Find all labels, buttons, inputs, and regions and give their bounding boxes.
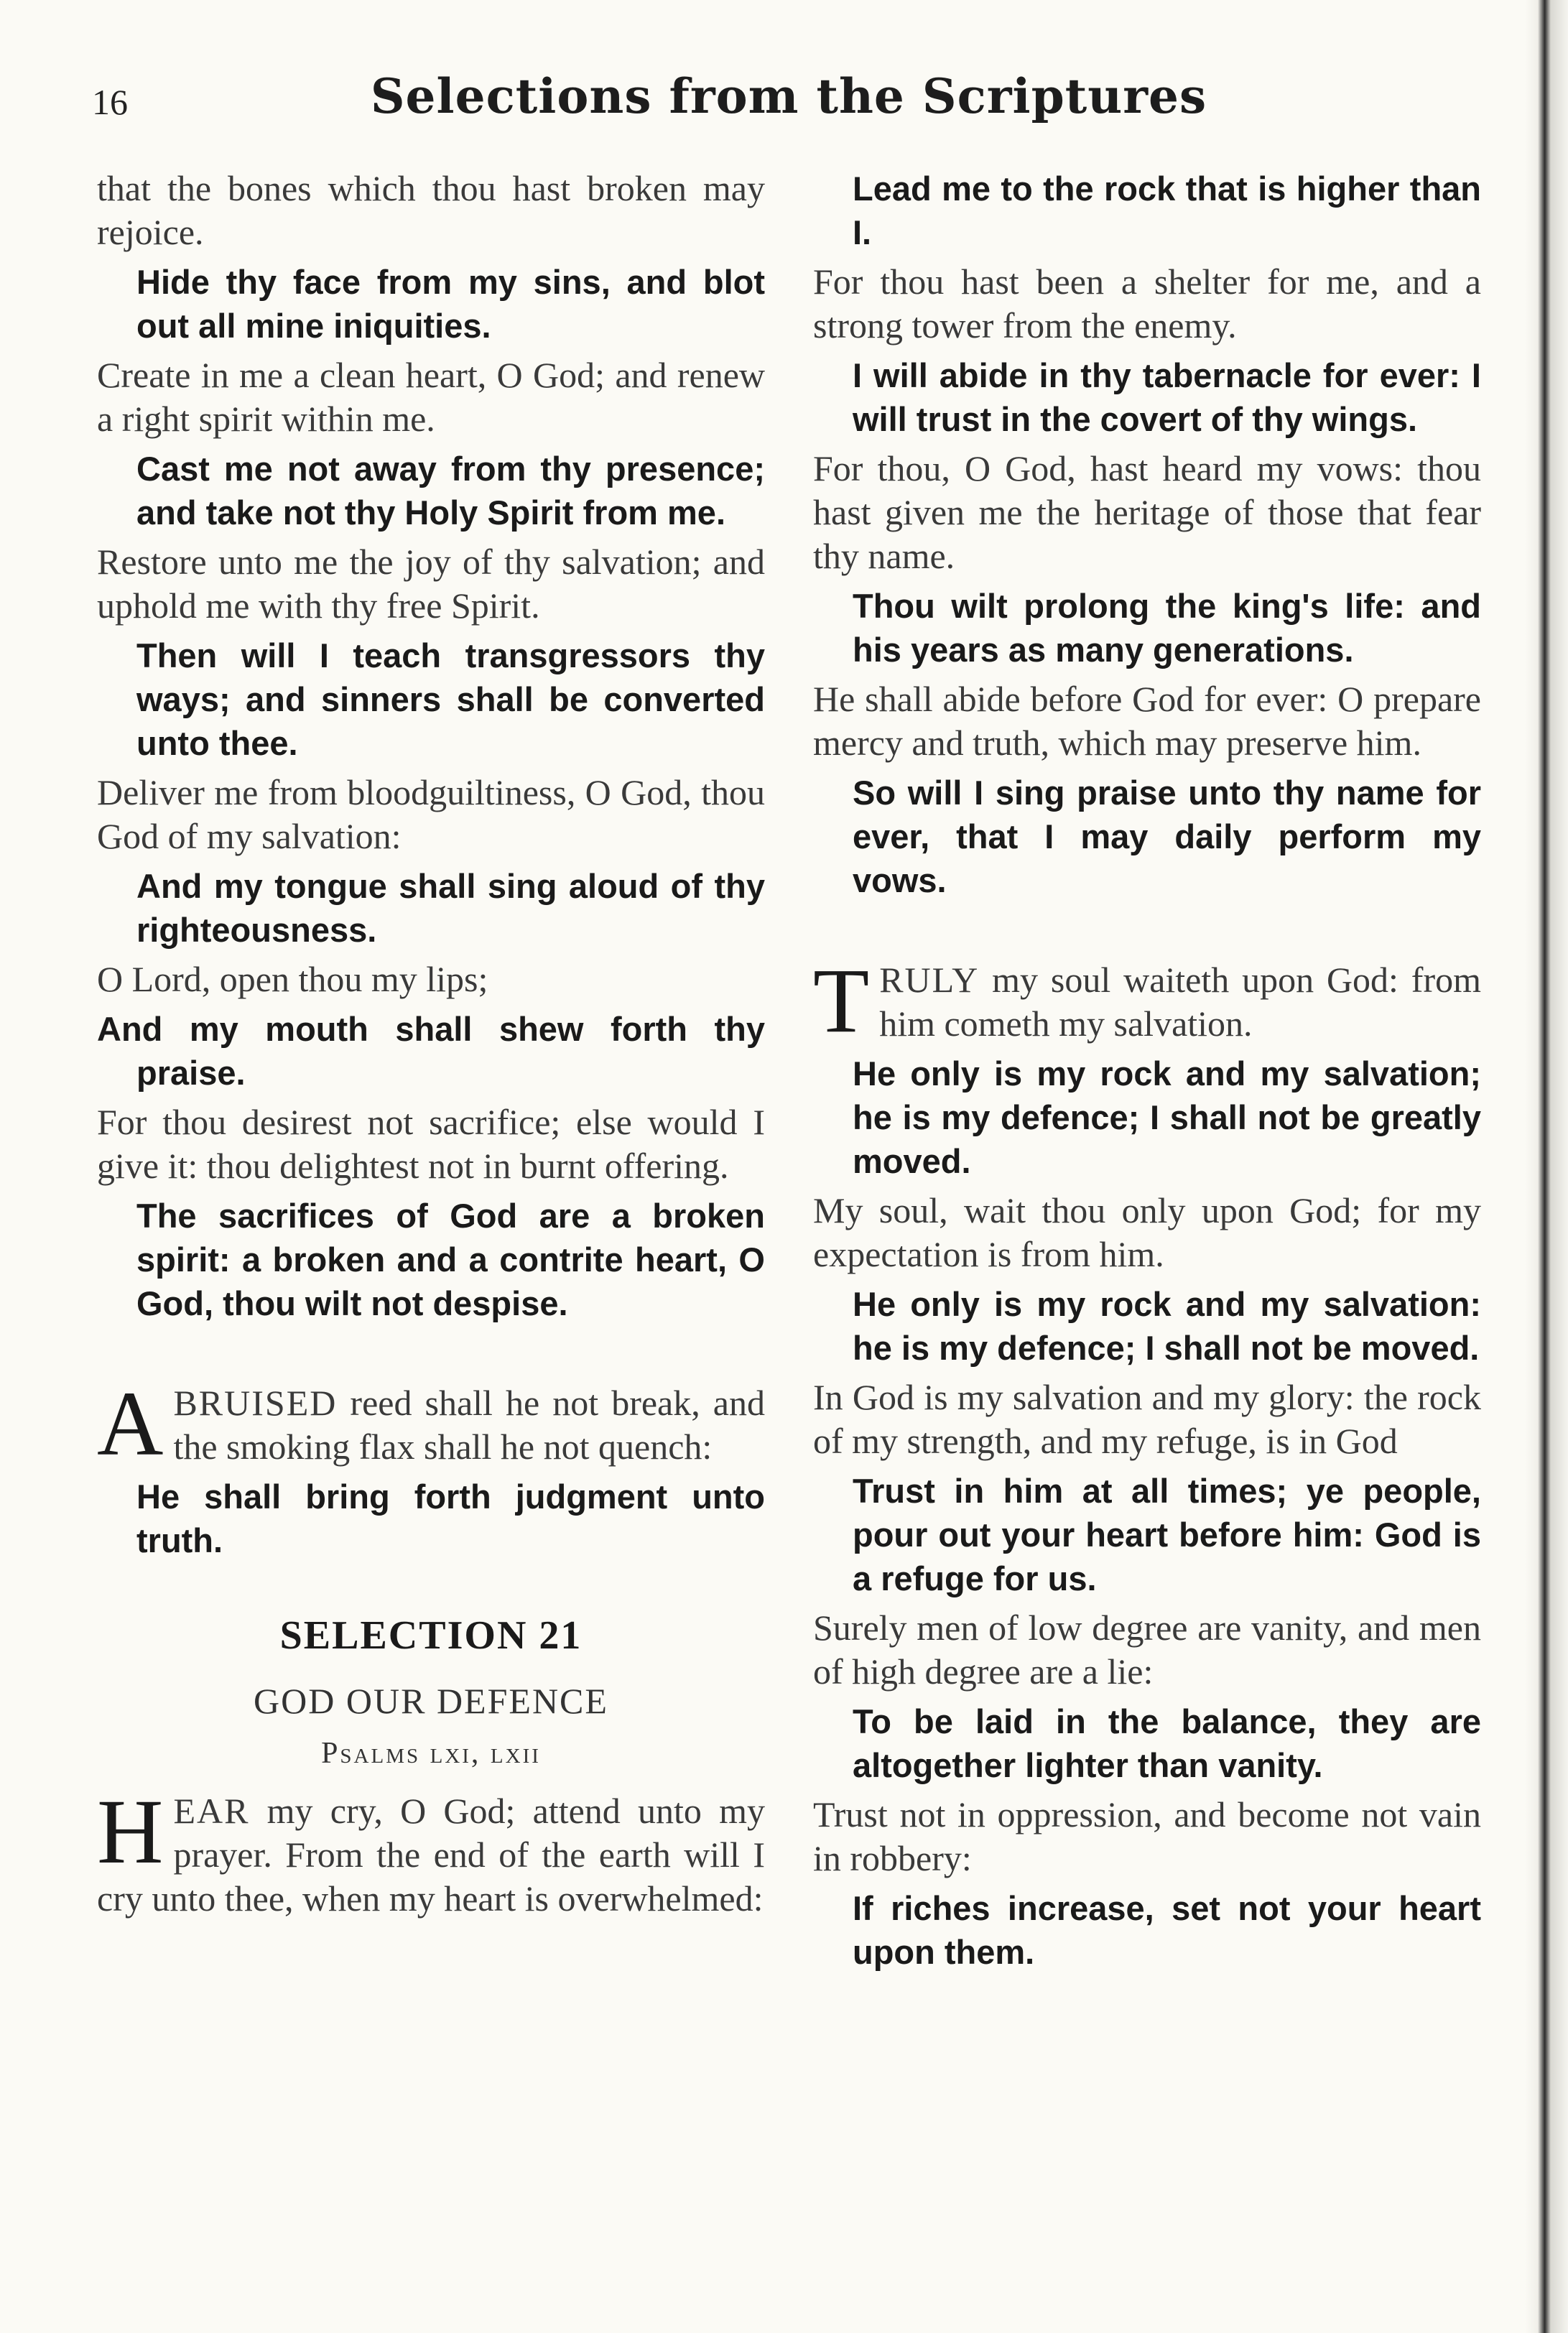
paragraph-text: my cry, O God; attend unto my prayer. From the end of the earth will I cry unto thee, when my heart is overwhelmed:: [97, 1791, 765, 1919]
drop-cap: T: [813, 950, 870, 1052]
response-verse: If riches increase, set not your heart upon them.: [853, 1889, 1481, 1971]
right-column: [813, 167, 1481, 1980]
dropcap-paragraph: [97, 1373, 765, 1475]
paragraph-text: my soul waiteth upon God: from him cometh my salvation.: [879, 960, 1481, 1044]
paragraph-gap: [813, 908, 1481, 958]
paragraph-text: reed shall he not break, and the smoking flax shall he not quench:: [173, 1383, 765, 1467]
response-verse: He shall bring forth judgment unto truth.: [136, 1478, 765, 1559]
response-verse: To be laid in the balance, they are altogether lighter than vanity.: [853, 1702, 1481, 1784]
lead-caps: BRUISED: [173, 1383, 338, 1423]
verse: that the bones which thou hast broken may rejoice.: [97, 168, 765, 252]
verse: He shall abide before God for ever: O prepare mercy and truth, which may preserve him.: [813, 679, 1481, 763]
verse: For thou hast been a shelter for me, and a strong tower from the enemy.: [813, 261, 1481, 345]
response-verse: The sacrifices of God are a broken spirit: a broken and a contrite heart, O God, thou wilt not despise.: [136, 1197, 765, 1322]
verse: Surely men of low degree are vanity, and men of high degree are a lie:: [813, 1608, 1481, 1692]
response-verse: Cast me not away from thy presence; and take not thy Holy Spirit from me.: [136, 450, 765, 532]
drop-cap: H: [97, 1781, 164, 1883]
verse: Trust not in oppression, and become not vain in robbery:: [813, 1794, 1481, 1878]
response-verse: Hide thy face from my sins, and blot out all mine iniquities.: [136, 263, 765, 345]
dropcap-paragraph: [97, 1781, 765, 1921]
verse: My soul, wait thou only upon God; for my expectation is from him.: [813, 1190, 1481, 1274]
page-header: [92, 68, 1485, 126]
verse: For thou, O God, hast heard my vows: thou hast given me the heritage of those that fear thy name.: [813, 448, 1481, 576]
page-number: 16: [92, 82, 128, 122]
selection-title: SELECTION 21: [279, 1613, 583, 1658]
verse: Restore unto me the joy of thy salvation; and uphold me with thy free Spirit.: [97, 542, 765, 626]
paragraph-gap: [97, 1331, 765, 1381]
response-verse: He only is my rock and my salvation: he is my defence; I shall not be moved.: [853, 1285, 1481, 1367]
lead-caps: EAR: [173, 1791, 250, 1831]
verse: In God is my salvation and my glory: the rock of my strength, and my refuge, is in God: [813, 1377, 1481, 1461]
verse: For thou desirest not sacrifice; else would I give it: thou delightest not in burnt offering.: [97, 1102, 765, 1186]
response-verse: And my mouth shall shew forth thy praise.: [97, 1010, 765, 1092]
selection-subtitle: GOD OUR DEFENCE: [254, 1681, 608, 1721]
response-verse: So will I sing praise unto thy name for ever, that I may daily perform my vows.: [853, 774, 1481, 899]
dropcap-paragraph: [813, 950, 1481, 1052]
verse: Create in me a clean heart, O God; and renew a right spirit within me.: [97, 355, 765, 439]
book-binding-edge: [1525, 0, 1568, 2333]
response-verse: Trust in him at all times; ye people, pour out your heart before him: God is a refuge for us.: [853, 1472, 1481, 1597]
response-verse: I will abide in thy tabernacle for ever: I will trust in the covert of thy wings.: [853, 356, 1481, 438]
running-title: Selections from the Scriptures: [370, 68, 1207, 124]
response-verse: And my tongue shall sing aloud of thy righteousness.: [136, 867, 765, 949]
response-verse: He only is my rock and my salvation; he is my defence; I shall not be greatly moved.: [853, 1054, 1481, 1180]
verse: O Lord, open thou my lips;: [97, 959, 488, 999]
drop-cap: A: [97, 1373, 164, 1475]
response-verse: Thou wilt prolong the king's life: and his years as many generations.: [853, 587, 1481, 669]
left-column: [97, 167, 765, 1926]
response-verse: Lead me to the rock that is higher than I.: [853, 170, 1481, 251]
verse: Deliver me from bloodguiltiness, O God, thou God of my salvation:: [97, 772, 765, 856]
lead-caps: RULY: [879, 960, 980, 1000]
selection-reference: Psalms lxi, lxii: [321, 1737, 541, 1770]
response-verse: Then will I teach transgressors thy ways; and sinners shall be converted unto thee.: [136, 636, 765, 762]
